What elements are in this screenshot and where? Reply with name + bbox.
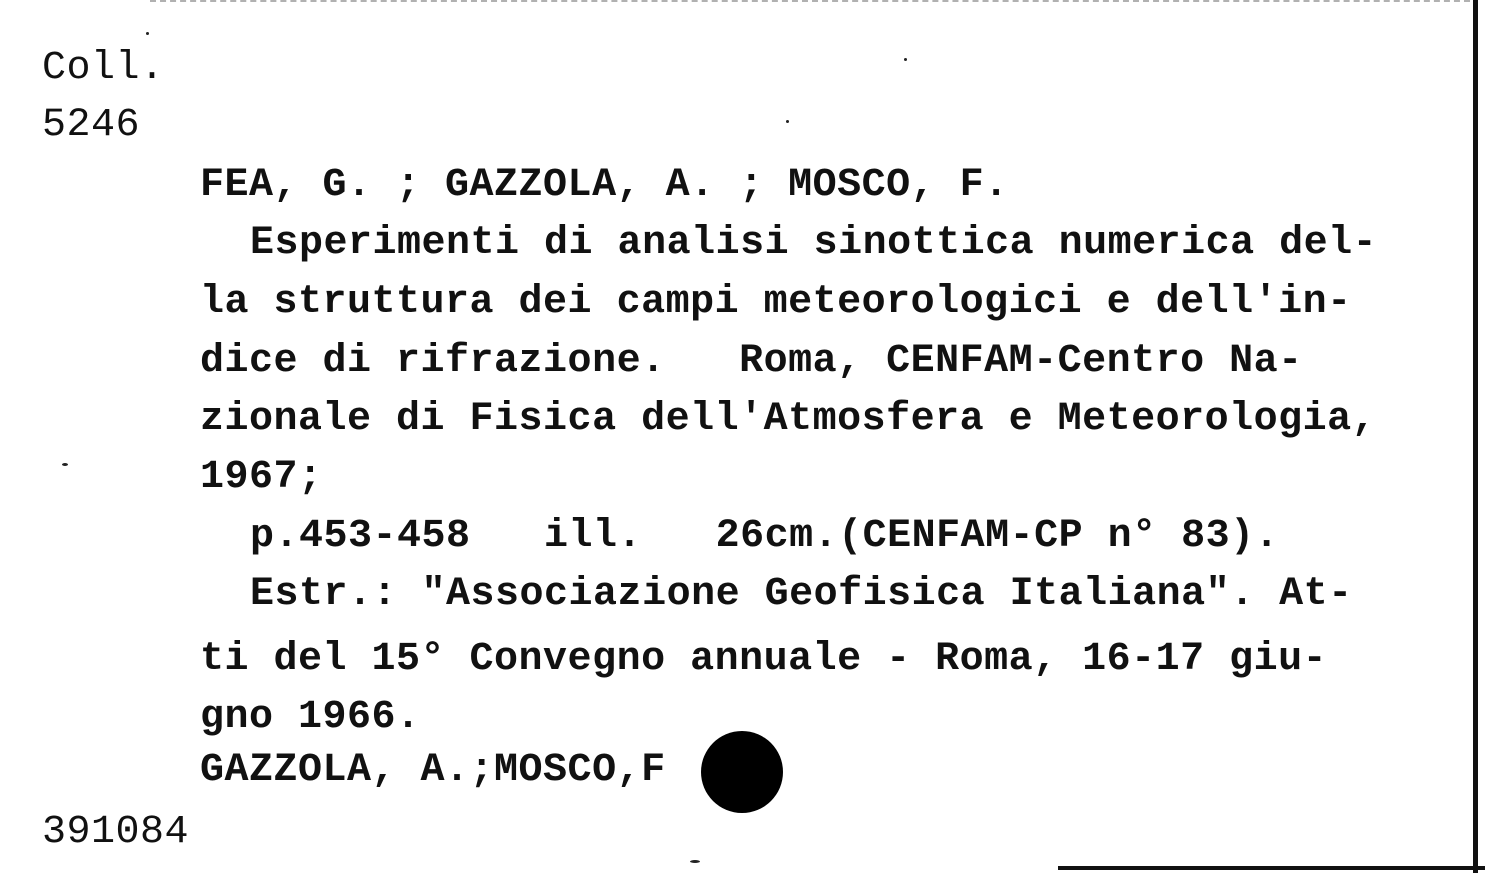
collection-label: Coll.	[42, 46, 165, 91]
punch-hole	[701, 731, 783, 813]
card-right-edge	[1473, 0, 1478, 873]
card-bottom-edge	[1058, 866, 1485, 870]
title-line-1: Esperimenti di analisi sinottica numerica del-	[250, 221, 1378, 266]
added-entries: GAZZOLA, A.;MOSCO,F	[200, 748, 666, 793]
card-top-edge	[150, 0, 1470, 4]
title-line-2: la struttura dei campi meteorologici e dell'in-	[200, 280, 1352, 325]
ink-speck	[690, 860, 700, 863]
title-line-4: zionale di Fisica dell'Atmosfera e Meteorologia,	[200, 397, 1377, 442]
note-line-3: gno 1966.	[200, 695, 421, 740]
accession-number: 391084	[42, 810, 190, 855]
note-line-2: ti del 15° Convegno annuale - Roma, 16-17 giu-	[200, 637, 1328, 682]
ink-speck	[62, 463, 68, 466]
ink-speck	[146, 32, 149, 35]
collation-line: p.453-458 ill. 26cm.(CENFAM-CP n° 83).	[250, 514, 1280, 559]
ink-speck	[786, 120, 789, 123]
collection-number: 5246	[42, 103, 141, 148]
authors-heading: FEA, G. ; GAZZOLA, A. ; MOSCO, F.	[200, 163, 1009, 208]
note-line-1: Estr.: "Associazione Geofisica Italiana". At-	[250, 572, 1353, 617]
title-line-3: dice di rifrazione. Roma, CENFAM-Centro Na-	[200, 339, 1303, 384]
ink-speck	[904, 58, 907, 61]
title-line-5: 1967;	[200, 455, 323, 500]
